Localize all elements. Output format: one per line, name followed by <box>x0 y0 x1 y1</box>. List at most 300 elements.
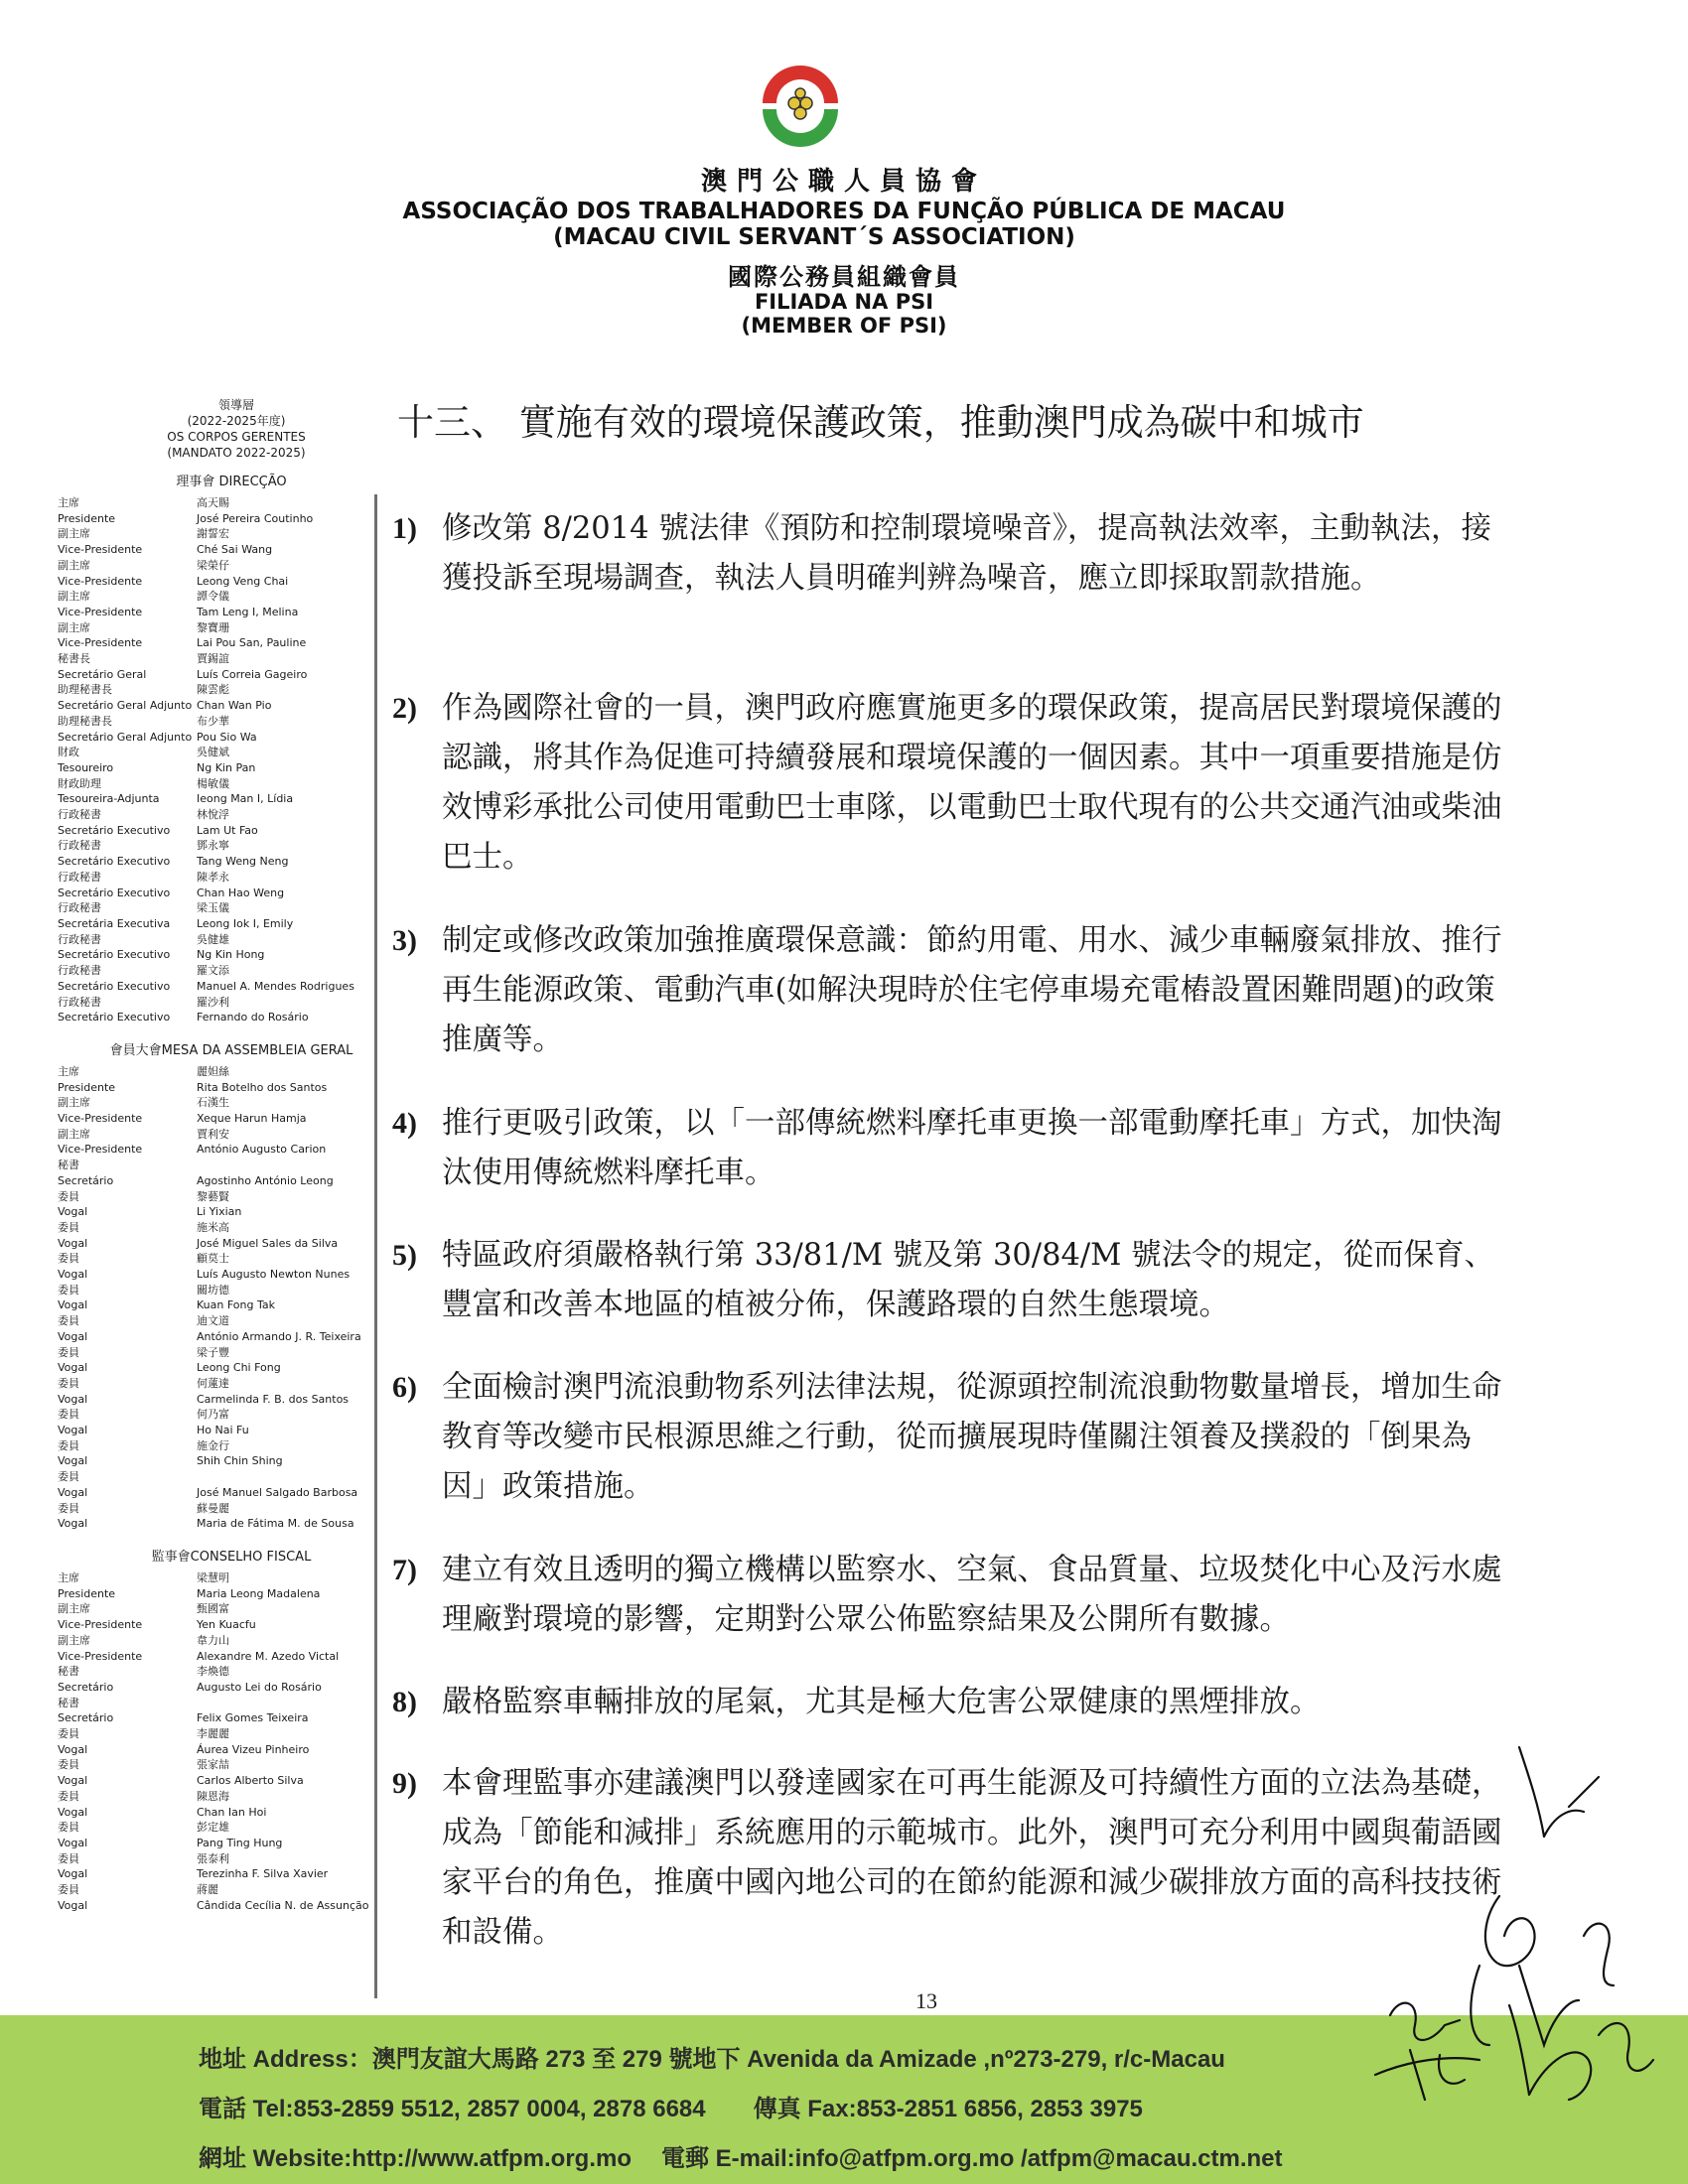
officer-name: Tang Weng Neng <box>197 855 289 869</box>
officer-role: 委員 <box>58 1883 79 1897</box>
officer-name: Xeque Harun Hamja <box>197 1112 307 1126</box>
officer-role: 財政 <box>58 746 79 759</box>
contact-footer <box>0 2015 1688 2184</box>
officer-role: 委員 <box>58 1220 79 1234</box>
item-text: 特區政府須嚴格執行第 33/81/M 號及第 30/84/M 號法令的規定，從而保育、豐富和改善本地區的植被分佈，保護路環的自然生態環境。 <box>442 1238 1495 1322</box>
officer-row <box>58 1158 385 1173</box>
officer-name: 高天賜 <box>197 496 229 509</box>
officer-row <box>58 1696 385 1711</box>
officer-role: Presidente <box>58 1586 116 1600</box>
officer-role: Secretária Executiva <box>58 916 171 930</box>
officer-role: 委員 <box>58 1189 79 1203</box>
officer-row <box>58 1866 385 1882</box>
officer-role: Secretário Executivo <box>58 823 171 837</box>
officer-role: Secretário Executivo <box>58 979 171 993</box>
officer-row <box>58 1649 385 1665</box>
officer-role: 行政秘書 <box>58 808 101 822</box>
officer-row <box>58 932 385 948</box>
officer-row <box>58 574 385 590</box>
officer-role: 委員 <box>58 1789 79 1803</box>
policy-item <box>392 1099 1504 1198</box>
officer-name: 布少華 <box>197 714 229 728</box>
officer-name: 李麗麗 <box>197 1727 229 1741</box>
officer-role: 行政秘書 <box>58 932 101 946</box>
officer-row <box>58 730 385 746</box>
officer-row <box>58 1726 385 1742</box>
officer-name: 梁榮仔 <box>197 558 229 572</box>
officer-row <box>58 838 385 854</box>
item-number: 5) <box>392 1239 417 1272</box>
policy-item <box>392 1546 1504 1645</box>
officer-name: José Manuel Salgado Barbosa <box>197 1485 358 1499</box>
officer-role: Vogal <box>58 1774 88 1788</box>
officer-name: Ho Nai Fu <box>197 1424 249 1437</box>
officer-name: Leong Iok I, Emily <box>197 916 294 930</box>
officer-name: Áurea Vizeu Pinheiro <box>197 1742 310 1756</box>
officer-row <box>58 1313 385 1329</box>
officer-name: 石漢生 <box>197 1096 229 1110</box>
officer-name: Yen Kuacfu <box>197 1618 256 1632</box>
officer-role: Vogal <box>58 1424 88 1437</box>
officer-name: 張家喆 <box>197 1758 229 1772</box>
officer-name: Chan Ian Hoi <box>197 1805 267 1819</box>
officer-name: Tam Leng I, Melina <box>197 605 299 618</box>
officer-role: 副主席 <box>58 1633 90 1647</box>
officer-role: Vogal <box>58 1805 88 1819</box>
officer-name: Fernando do Rosário <box>197 1011 309 1024</box>
officer-role: Vice-Presidente <box>58 543 143 557</box>
item-text: 作為國際社會的一員，澳門政府應實施更多的環保政策，提高居民對環境保護的認識，將其作為促進可持續發展和環境保護的一個因素。其中一項重要措施是仿效博彩承批公司使用電動巴士車隊，以電動巴士取代現有的公共交通汽油或柴油巴士。 <box>442 691 1502 875</box>
fiscal-title: 監事會CONSELHO FISCAL <box>151 1550 312 1565</box>
officer-name: Shih Chin Shing <box>197 1454 283 1468</box>
officer-role: Vogal <box>58 1485 88 1499</box>
officer-name: 賈利安 <box>197 1127 229 1141</box>
policy-item <box>392 504 1504 604</box>
officer-role: 財政助理 <box>58 776 101 790</box>
item-text: 全面檢討澳門流浪動物系列法律法規，從源頭控制流浪動物數量增長，增加生命教育等改變市民根源思維之行動，從而擴展現時僅關注領養及撲殺的「倒果為因」政策措施。 <box>442 1370 1502 1504</box>
officer-row <box>58 1757 385 1773</box>
officer-row <box>58 979 385 995</box>
officer-role: Vogal <box>58 1205 88 1219</box>
item-text: 嚴格監察車輛排放的尾氣，尤其是極大危害公眾健康的黑煙排放。 <box>442 1685 1321 1719</box>
officer-role: 委員 <box>58 1314 79 1328</box>
officer-role: Secretário Executivo <box>58 948 171 962</box>
officer-name: 施米高 <box>197 1220 229 1234</box>
officer-role: Vice-Presidente <box>58 1143 143 1157</box>
officer-role: Vogal <box>58 1392 88 1406</box>
officer-row <box>58 1251 385 1267</box>
officer-name: 張泰利 <box>197 1851 229 1865</box>
officer-name: Kuan Fong Tak <box>197 1298 275 1312</box>
officer-row <box>58 900 385 916</box>
officer-row <box>58 870 385 886</box>
officer-role: Vice-Presidente <box>58 1618 143 1632</box>
officer-role: Vice-Presidente <box>58 574 143 588</box>
officer-name: 韋力山 <box>197 1633 229 1647</box>
officer-role: Vogal <box>58 1898 88 1912</box>
footer-website: 網址 Website:http://www.atfpm.org.mo <box>199 2145 632 2172</box>
officer-role: Presidente <box>58 511 116 525</box>
officer-name: Luís Augusto Newton Nunes <box>197 1268 351 1282</box>
officer-role: 副主席 <box>58 590 90 604</box>
officer-row <box>58 886 385 901</box>
officer-role: 秘書 <box>58 1159 79 1172</box>
officer-row <box>58 1329 385 1345</box>
officer-row <box>58 916 385 932</box>
officer-row <box>58 1010 385 1025</box>
officer-row <box>58 1469 385 1485</box>
officer-row <box>58 1080 385 1096</box>
officer-role: 委員 <box>58 1408 79 1422</box>
officer-role: 主席 <box>58 1571 79 1584</box>
officer-name: 蔣麗 <box>197 1883 218 1897</box>
officer-role: 行政秘書 <box>58 995 101 1009</box>
heading-zh: 領導層 <box>217 398 254 412</box>
officer-role: Vogal <box>58 1236 88 1250</box>
officer-role: 委員 <box>58 1345 79 1359</box>
officer-role: 行政秘書 <box>58 901 101 915</box>
officer-name: António Augusto Carion <box>197 1143 327 1157</box>
assembleia-title: 會員大會MESA DA ASSEMBLEIA GERAL <box>109 1042 353 1058</box>
officer-name: 陳孝永 <box>197 870 229 884</box>
officer-role: Secretário <box>58 1711 114 1725</box>
officer-role: 副主席 <box>58 527 90 541</box>
officer-row <box>58 1189 385 1205</box>
officer-role: Vogal <box>58 1361 88 1375</box>
officer-row <box>58 1423 385 1438</box>
officer-row <box>58 589 385 605</box>
officer-name: Ché Sai Wang <box>197 543 273 557</box>
officer-name: Ng Kin Hong <box>197 948 265 962</box>
officer-role: 主席 <box>58 1064 79 1078</box>
footer-email: 電郵 E-mail:info@atfpm.org.mo /atfpm@macau.ctm.net <box>660 2145 1283 2172</box>
officer-row <box>58 776 385 792</box>
officer-role: 副主席 <box>58 1127 90 1141</box>
officer-row <box>58 1820 385 1836</box>
officer-row <box>58 1407 385 1423</box>
section-title: 十三、 實施有效的環境保護政策，推動澳門成為碳中和城市 <box>397 401 1364 444</box>
psi-membership-en: (MEMBER OF PSI) <box>741 314 947 338</box>
officer-row <box>58 1664 385 1680</box>
officer-role: Vogal <box>58 1836 88 1849</box>
heading-pt: OS CORPOS GERENTES <box>167 430 306 444</box>
officer-row <box>58 682 385 698</box>
policy-item <box>392 916 1504 1065</box>
officer-role: 委員 <box>58 1470 79 1484</box>
officer-name <box>197 1158 385 1173</box>
mandate-pt: (MANDATO 2022-2025) <box>167 446 306 460</box>
officer-role: Secretário Geral Adjunto <box>58 699 193 713</box>
org-name-en: (MACAU CIVIL SERVANT´S ASSOCIATION) <box>553 224 1075 250</box>
officer-row <box>58 511 385 527</box>
officer-name: 吳健斌 <box>197 746 229 759</box>
item-text: 建立有效且透明的獨立機構以監察水、空氣、食品質量、垃圾焚化中心及污水處理廠對環境的影響，定期對公眾公佈監察結果及公開所有數據。 <box>442 1553 1502 1637</box>
officer-role: 委員 <box>58 1758 79 1772</box>
officer-role: Vice-Presidente <box>58 1112 143 1126</box>
officer-name: 甄國富 <box>197 1602 229 1616</box>
footer-address: 地址 Address：澳門友誼大馬路 273 至 279 號地下 Avenida da Amizade ,nº273-279, r/c-Macau <box>199 2046 1225 2073</box>
officer-name: 羅沙利 <box>197 995 229 1009</box>
item-number: 9) <box>392 1767 417 1800</box>
officer-row <box>58 1095 385 1111</box>
direccao-title: 理事會 DIRECÇÃO <box>176 475 287 489</box>
officer-name: 迪文道 <box>197 1314 229 1328</box>
officer-row <box>58 1586 385 1602</box>
assembleia-table <box>58 1064 385 1532</box>
officer-role: 委員 <box>58 1821 79 1835</box>
officer-row <box>58 495 385 511</box>
officer-row <box>58 1220 385 1236</box>
officer-role: Secretário Geral Adjunto <box>58 730 193 744</box>
officer-name: 賈錫誼 <box>197 652 229 666</box>
sidebar-divider <box>374 494 377 1998</box>
officer-row <box>58 605 385 620</box>
officer-name: 梁子豐 <box>197 1345 229 1359</box>
officer-name: Chan Hao Weng <box>197 886 285 899</box>
officer-role: Vogal <box>58 1742 88 1756</box>
officer-name: 謝誓宏 <box>197 527 229 541</box>
officer-role: 行政秘書 <box>58 964 101 978</box>
officer-name: Maria de Fátima M. de Sousa <box>197 1517 354 1531</box>
officer-row <box>58 1142 385 1158</box>
officer-row <box>58 1882 385 1898</box>
policy-item <box>392 1231 1504 1330</box>
officer-name: António Armando J. R. Teixeira <box>197 1329 361 1343</box>
officer-name: 李煥德 <box>197 1665 229 1679</box>
officer-row <box>58 651 385 667</box>
officer-name: 譚令儀 <box>197 590 229 604</box>
officer-name: Pang Ting Hung <box>197 1836 283 1849</box>
officer-name: Lai Pou San, Pauline <box>197 636 307 650</box>
officer-row <box>58 1111 385 1127</box>
policy-item <box>392 1678 1504 1727</box>
psi-membership-zh: 國際公務員組織會員 <box>728 263 960 291</box>
psi-membership-pt: FILIADA NA PSI <box>754 290 934 314</box>
officer-name: 蘇曼麗 <box>197 1501 229 1515</box>
officer-role: 副主席 <box>58 620 90 634</box>
officer-name: 關坊德 <box>197 1283 229 1297</box>
officer-role: 助理秘書長 <box>58 714 112 728</box>
officer-row <box>58 526 385 542</box>
officer-role: 委員 <box>58 1376 79 1390</box>
officer-role: Secretário Executivo <box>58 886 171 899</box>
officer-name: 黎寶珊 <box>197 620 229 634</box>
officer-row <box>58 542 385 558</box>
org-name-zh: 澳門公職人員協會 <box>700 167 987 197</box>
officer-row <box>58 1392 385 1408</box>
officer-role: Tesoureiro <box>58 760 114 774</box>
officer-row <box>58 791 385 807</box>
officer-row <box>58 698 385 714</box>
officer-name: Leong Veng Chai <box>197 574 289 588</box>
officer-row <box>58 1360 385 1376</box>
footer-web-email <box>199 2138 1283 2173</box>
officer-role: 秘書 <box>58 1665 79 1679</box>
officer-name: Rita Botelho dos Santos <box>197 1080 328 1094</box>
officer-name: Alexandre M. Azedo Victal <box>197 1649 340 1663</box>
association-logo <box>755 60 846 151</box>
page-number: 13 <box>915 1988 937 2013</box>
officer-role: Vogal <box>58 1517 88 1531</box>
item-number: 7) <box>392 1554 417 1586</box>
officer-row <box>58 1617 385 1633</box>
item-number: 6) <box>392 1371 417 1404</box>
officer-name: 陳雲彪 <box>197 683 229 697</box>
officer-role: Vogal <box>58 1329 88 1343</box>
leadership-sidebar <box>58 397 385 1913</box>
officer-name: Pou Sio Wa <box>197 730 257 744</box>
officer-row <box>58 760 385 776</box>
officer-name: Carlos Alberto Silva <box>197 1774 304 1788</box>
officer-row <box>58 745 385 760</box>
mandate-zh: (2022-2025年度) <box>187 414 286 428</box>
officer-row <box>58 1805 385 1821</box>
officer-role: Secretário Executivo <box>58 855 171 869</box>
officer-name: Manuel A. Mendes Rodrigues <box>197 979 354 993</box>
officer-role: Tesoureira-Adjunta <box>58 792 160 806</box>
officer-row <box>58 620 385 636</box>
officer-name: Ieong Man I, Lídia <box>197 792 294 806</box>
officer-row <box>58 854 385 870</box>
officer-row <box>58 1710 385 1726</box>
officer-name: 何蓮達 <box>197 1376 229 1390</box>
item-text: 本會理監事亦建議澳門以發達國家在可再生能源及可持續性方面的立法為基礎，成為「節能和減排」系統應用的示範城市。此外，澳門可充分利用中國與葡語國家平台的角色，推廣中國內地公司的在節約能源和減少碳排放方面的高科技技術和設備。 <box>442 1766 1502 1950</box>
officer-role: Secretário <box>58 1173 114 1187</box>
officer-name: 陳恩海 <box>197 1789 229 1803</box>
officer-row <box>58 1267 385 1283</box>
fiscal-table <box>58 1570 385 1913</box>
officer-name: Ng Kin Pan <box>197 760 256 774</box>
officer-name: 梁玉儀 <box>197 901 229 915</box>
officer-name: Chan Wan Pio <box>197 699 272 713</box>
officer-role: Presidente <box>58 1080 116 1094</box>
officer-row <box>58 963 385 979</box>
direccao-table <box>58 495 385 1025</box>
officer-role: 委員 <box>58 1727 79 1741</box>
officer-row <box>58 1680 385 1696</box>
item-number: 8) <box>392 1686 417 1718</box>
officer-row <box>58 1742 385 1758</box>
officer-name: 何乃富 <box>197 1408 229 1422</box>
officer-role: Vice-Presidente <box>58 605 143 618</box>
officer-name: Agostinho António Leong <box>197 1173 334 1187</box>
officer-name: Maria Leong Madalena <box>197 1586 321 1600</box>
officer-name: Augusto Lei do Rosário <box>197 1680 322 1694</box>
officer-role: 委員 <box>58 1851 79 1865</box>
officer-row <box>58 1898 385 1914</box>
officer-row <box>58 947 385 963</box>
officer-row <box>58 1438 385 1454</box>
officer-name: 羅文添 <box>197 964 229 978</box>
item-text: 修改第 8/2014 號法律《預防和控制環境噪音》，提高執法效率，主動執法，接獲投訴至現場調查，執法人員明確判辨為噪音，應立即採取罰款措施。 <box>442 511 1491 596</box>
footer-phone-fax <box>199 2089 1143 2123</box>
officer-name: 林悅浮 <box>197 808 229 822</box>
policy-item <box>392 1759 1504 1958</box>
officer-role: 行政秘書 <box>58 870 101 884</box>
officer-role: 助理秘書長 <box>58 683 112 697</box>
officer-name: 麗妲絲 <box>197 1064 229 1078</box>
officer-row <box>58 667 385 683</box>
officer-name: Luís Correia Gageiro <box>197 667 308 681</box>
officer-row <box>58 1453 385 1469</box>
officer-role: 委員 <box>58 1438 79 1452</box>
officer-role: 委員 <box>58 1283 79 1297</box>
item-number: 3) <box>392 924 417 957</box>
org-name-pt: ASSOCIAÇÃO DOS TRABALHADORES DA FUNÇÃO PÚBLICA DE MACAU <box>402 199 1286 224</box>
officer-name: 鄧永寧 <box>197 839 229 853</box>
officer-role: Vogal <box>58 1298 88 1312</box>
officer-row <box>58 995 385 1011</box>
officer-row <box>58 1236 385 1252</box>
officer-role: 秘書 <box>58 1696 79 1709</box>
officer-name: 彭定雄 <box>197 1821 229 1835</box>
officer-name: 吳健雄 <box>197 932 229 946</box>
officer-role: 委員 <box>58 1252 79 1266</box>
officer-role: Secretário <box>58 1680 114 1694</box>
officer-name: José Miguel Sales da Silva <box>197 1236 339 1250</box>
officer-row <box>58 1297 385 1313</box>
officer-row <box>58 1633 385 1649</box>
sidebar-heading <box>87 397 385 461</box>
officer-name: Felix Gomes Teixeira <box>197 1711 309 1725</box>
officer-name: 楊敏儀 <box>197 776 229 790</box>
officer-row <box>58 1204 385 1220</box>
officer-row <box>58 1283 385 1298</box>
officer-name: Carmelinda F. B. dos Santos <box>197 1392 350 1406</box>
officer-row <box>58 1789 385 1805</box>
footer-tel: 電話 Tel:853-2859 5512, 2857 0004, 2878 6684 <box>199 2096 706 2122</box>
footer-fax: 傳真 Fax:853-2851 6856, 2853 3975 <box>753 2096 1143 2122</box>
officer-name: Cândida Cecília N. de Assunção <box>197 1898 369 1912</box>
officer-role: Secretário Executivo <box>58 1011 171 1024</box>
officer-row <box>58 1485 385 1501</box>
item-number: 2) <box>392 692 417 725</box>
officer-role: Vogal <box>58 1454 88 1468</box>
item-text: 推行更吸引政策，以「一部傳統燃料摩托車更換一部電動摩托車」方式，加快淘汰使用傳統燃料摩托車。 <box>442 1106 1502 1190</box>
policy-item <box>392 1363 1504 1512</box>
officer-name: Lam Ut Fao <box>197 823 258 837</box>
officer-row <box>58 635 385 651</box>
item-text: 制定或修改政策加強推廣環保意識：節約用電、用水、減少車輛廢氣排放、推行再生能源政策、電動汽車(如解決現時於住宅停車場充電樁設置困難問題)的政策推廣等。 <box>442 923 1502 1057</box>
officer-role: Vogal <box>58 1268 88 1282</box>
officer-role: 副主席 <box>58 558 90 572</box>
officer-role: Vice-Presidente <box>58 1649 143 1663</box>
policy-item <box>392 684 1504 883</box>
officer-role: Secretário Geral <box>58 667 147 681</box>
officer-name: 黎藝賢 <box>197 1189 229 1203</box>
officer-row <box>58 823 385 839</box>
officer-row <box>58 1601 385 1617</box>
officer-row <box>58 807 385 823</box>
item-number: 4) <box>392 1107 417 1140</box>
officer-role: 副主席 <box>58 1096 90 1110</box>
officer-row <box>58 1836 385 1851</box>
officer-name <box>197 1696 385 1711</box>
officer-role: Vogal <box>58 1867 88 1881</box>
officer-role: 行政秘書 <box>58 839 101 853</box>
officer-role: 副主席 <box>58 1602 90 1616</box>
officer-row <box>58 1501 385 1517</box>
officer-row <box>58 1064 385 1080</box>
officer-row <box>58 1570 385 1586</box>
officer-row <box>58 558 385 574</box>
officer-role: 主席 <box>58 496 79 509</box>
officer-name <box>197 1469 385 1485</box>
item-number: 1) <box>392 512 417 545</box>
officer-name: 顧莫士 <box>197 1252 229 1266</box>
officer-role: 委員 <box>58 1501 79 1515</box>
officer-row <box>58 1851 385 1867</box>
